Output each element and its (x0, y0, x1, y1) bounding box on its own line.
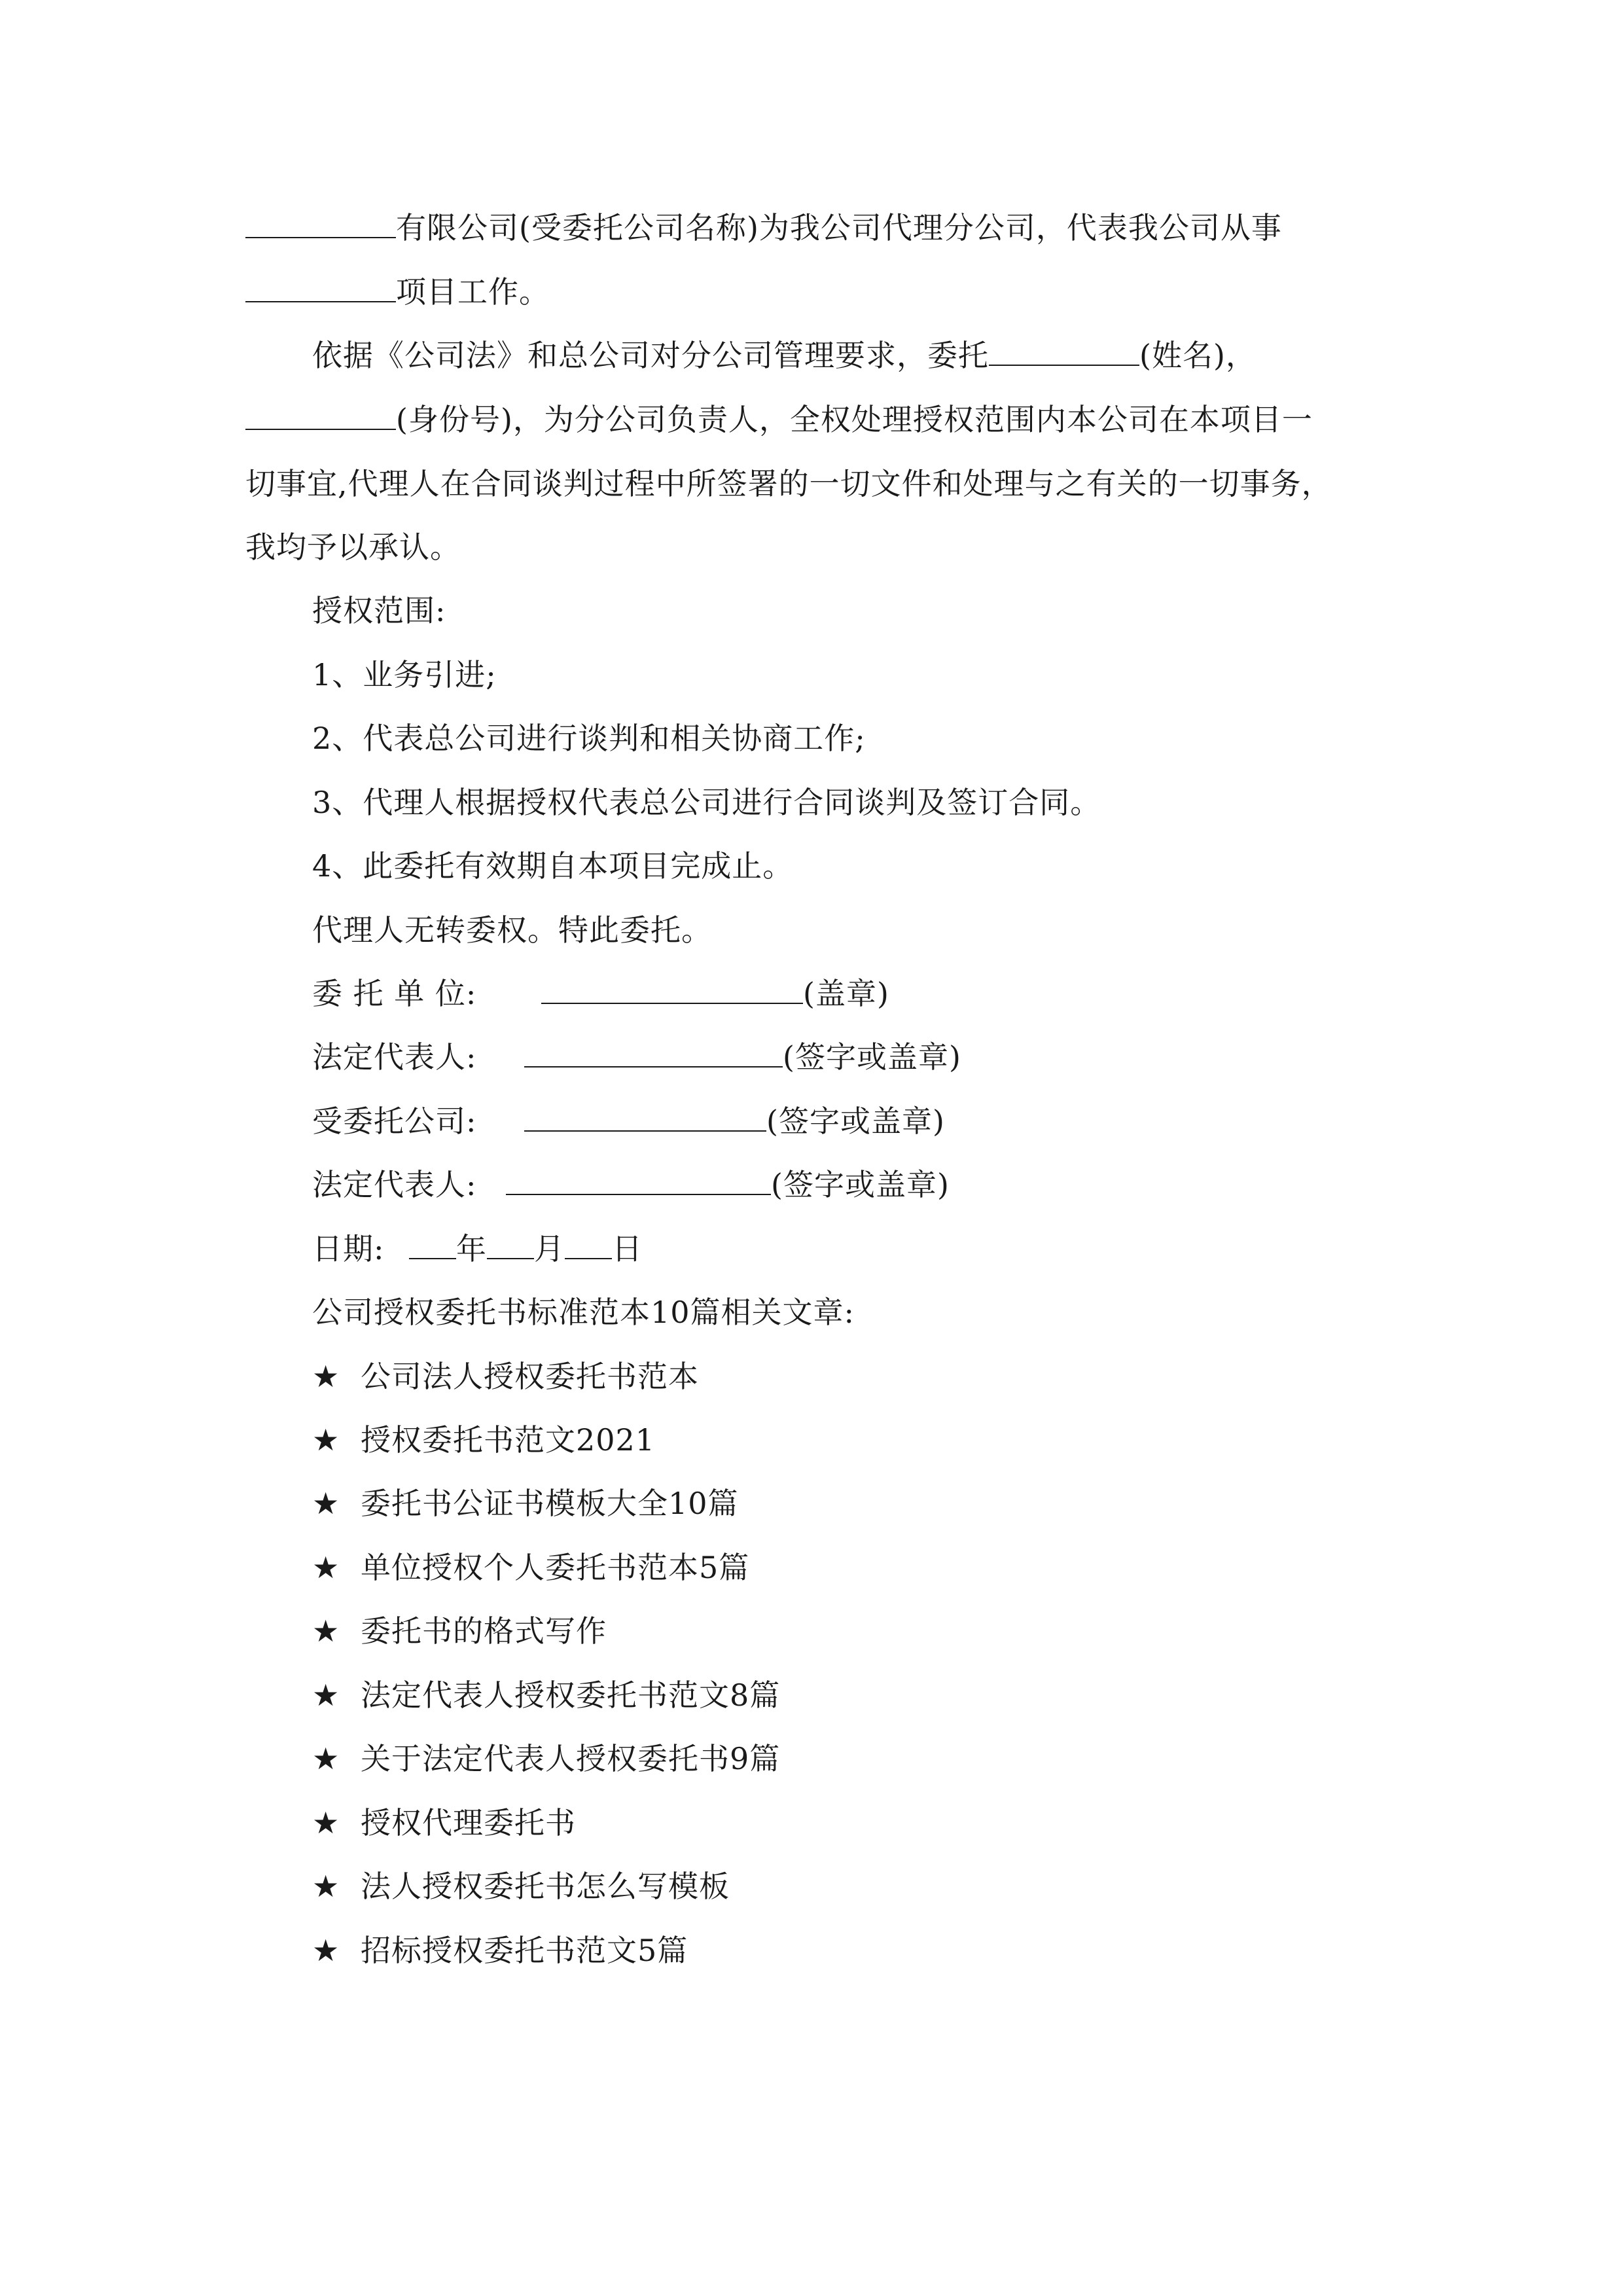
legal-rep-2-blank (506, 1168, 771, 1195)
legal-rep-2-label: 法定代表人: (312, 1167, 477, 1202)
related-article-title: 招标授权委托书范文5篇 (361, 1933, 688, 1968)
scope-item: 1、业务引进; (312, 657, 497, 692)
entrusted-company-row (312, 1102, 945, 1141)
scope-item: 4、此委托有效期自本项目完成止。 (312, 848, 794, 884)
entrusting-unit-note: (盖章) (803, 976, 889, 1011)
basis-line-3: 切事宜,代理人在合同谈判过程中所签署的一切文件和处理与之有关的一切事务， (245, 466, 1332, 501)
star-icon: ★ (312, 1359, 340, 1394)
basis-line-2-text: (身份号)，为分公司负责人，全权处理授权范围内本公司在本项目一 (396, 402, 1313, 437)
scope-closing: 代理人无转委权。特此委托。 (312, 912, 712, 948)
basis-line-1-start: 依据《公司法》和总公司对分公司管理要求，委托 (312, 338, 989, 373)
related-article-title: 委托书公证书模板大全10篇 (361, 1486, 739, 1521)
related-article-title: 关于法定代表人授权委托书9篇 (361, 1741, 781, 1776)
related-article-title: 单位授权个人委托书范本5篇 (361, 1550, 750, 1585)
related-heading: 公司授权委托书标准范本10篇相关文章: (312, 1295, 855, 1330)
related-article-link[interactable] (312, 1803, 576, 1842)
star-icon: ★ (312, 1741, 340, 1776)
legal-rep-1-note: (签字或盖章) (783, 1039, 961, 1075)
entrusting-unit-label: 委 托 单 位: (312, 976, 477, 1011)
day-blank (565, 1232, 612, 1259)
related-article-title: 公司法人授权委托书范本 (361, 1359, 699, 1394)
basis-line-4: 我均予以承认。 (245, 529, 461, 565)
related-article-title: 法定代表人授权委托书范文8篇 (361, 1677, 781, 1713)
scope-heading: 授权范围: (312, 593, 446, 628)
star-icon: ★ (312, 1422, 340, 1458)
month-label: 月 (534, 1231, 565, 1266)
related-article-title: 委托书的格式写作 (361, 1613, 607, 1649)
legal-rep-1-row (312, 1037, 961, 1077)
related-article-link[interactable] (312, 1420, 655, 1460)
related-article-link[interactable] (312, 1548, 749, 1587)
star-icon: ★ (312, 1933, 340, 1968)
entrusting-unit-row (312, 974, 889, 1013)
basis-line-1-end: (姓名)， (1139, 338, 1257, 373)
star-icon: ★ (312, 1613, 340, 1649)
day-label: 日 (612, 1231, 643, 1266)
intro-line-1 (245, 208, 1282, 247)
scope-item: 2、代表总公司进行谈判和相关协商工作; (312, 721, 866, 756)
related-article-link[interactable] (312, 1357, 699, 1396)
year-label: 年 (456, 1231, 487, 1266)
date-label: 日期: (312, 1231, 385, 1266)
legal-rep-2-note: (签字或盖章) (771, 1167, 950, 1202)
related-article-link[interactable] (312, 1676, 780, 1715)
related-article-title: 授权代理委托书 (361, 1805, 576, 1840)
legal-rep-1-label: 法定代表人: (312, 1039, 477, 1075)
entrusted-company-note: (签字或盖章) (766, 1103, 945, 1139)
star-icon: ★ (312, 1486, 340, 1521)
intro-line-2 (245, 272, 550, 312)
entrusted-company-blank (524, 1104, 766, 1132)
id-number-blank (245, 403, 396, 430)
basis-line-2 (245, 400, 1313, 439)
date-row (312, 1229, 643, 1268)
star-icon: ★ (312, 1869, 340, 1904)
legal-rep-2-row (312, 1165, 950, 1204)
star-icon: ★ (312, 1550, 340, 1585)
project-name-blank (245, 275, 396, 302)
related-article-link[interactable] (312, 1611, 607, 1651)
scope-item: 3、代理人根据授权代表总公司进行合同谈判及签订合同。 (312, 785, 1101, 820)
related-article-link[interactable] (312, 1867, 730, 1906)
entrusted-company-label: 受委托公司: (312, 1103, 477, 1139)
star-icon: ★ (312, 1677, 340, 1713)
year-blank (409, 1232, 456, 1259)
basis-line-1 (312, 336, 1257, 375)
intro-line-2-text: 项目工作。 (396, 274, 550, 310)
related-article-title: 授权委托书范文2021 (361, 1422, 656, 1458)
related-article-link[interactable] (312, 1739, 780, 1778)
month-blank (487, 1232, 534, 1259)
related-article-link[interactable] (312, 1484, 739, 1523)
star-icon: ★ (312, 1805, 340, 1840)
legal-rep-1-blank (524, 1040, 783, 1067)
related-article-link[interactable] (312, 1931, 688, 1970)
company-name-blank (245, 211, 396, 238)
related-article-title: 法人授权委托书怎么写模板 (361, 1869, 730, 1904)
intro-line-1-text: 有限公司(受委托公司名称)为我公司代理分公司，代表我公司从事 (396, 210, 1282, 245)
agent-name-blank (989, 338, 1139, 366)
entrusting-unit-blank (541, 977, 803, 1004)
